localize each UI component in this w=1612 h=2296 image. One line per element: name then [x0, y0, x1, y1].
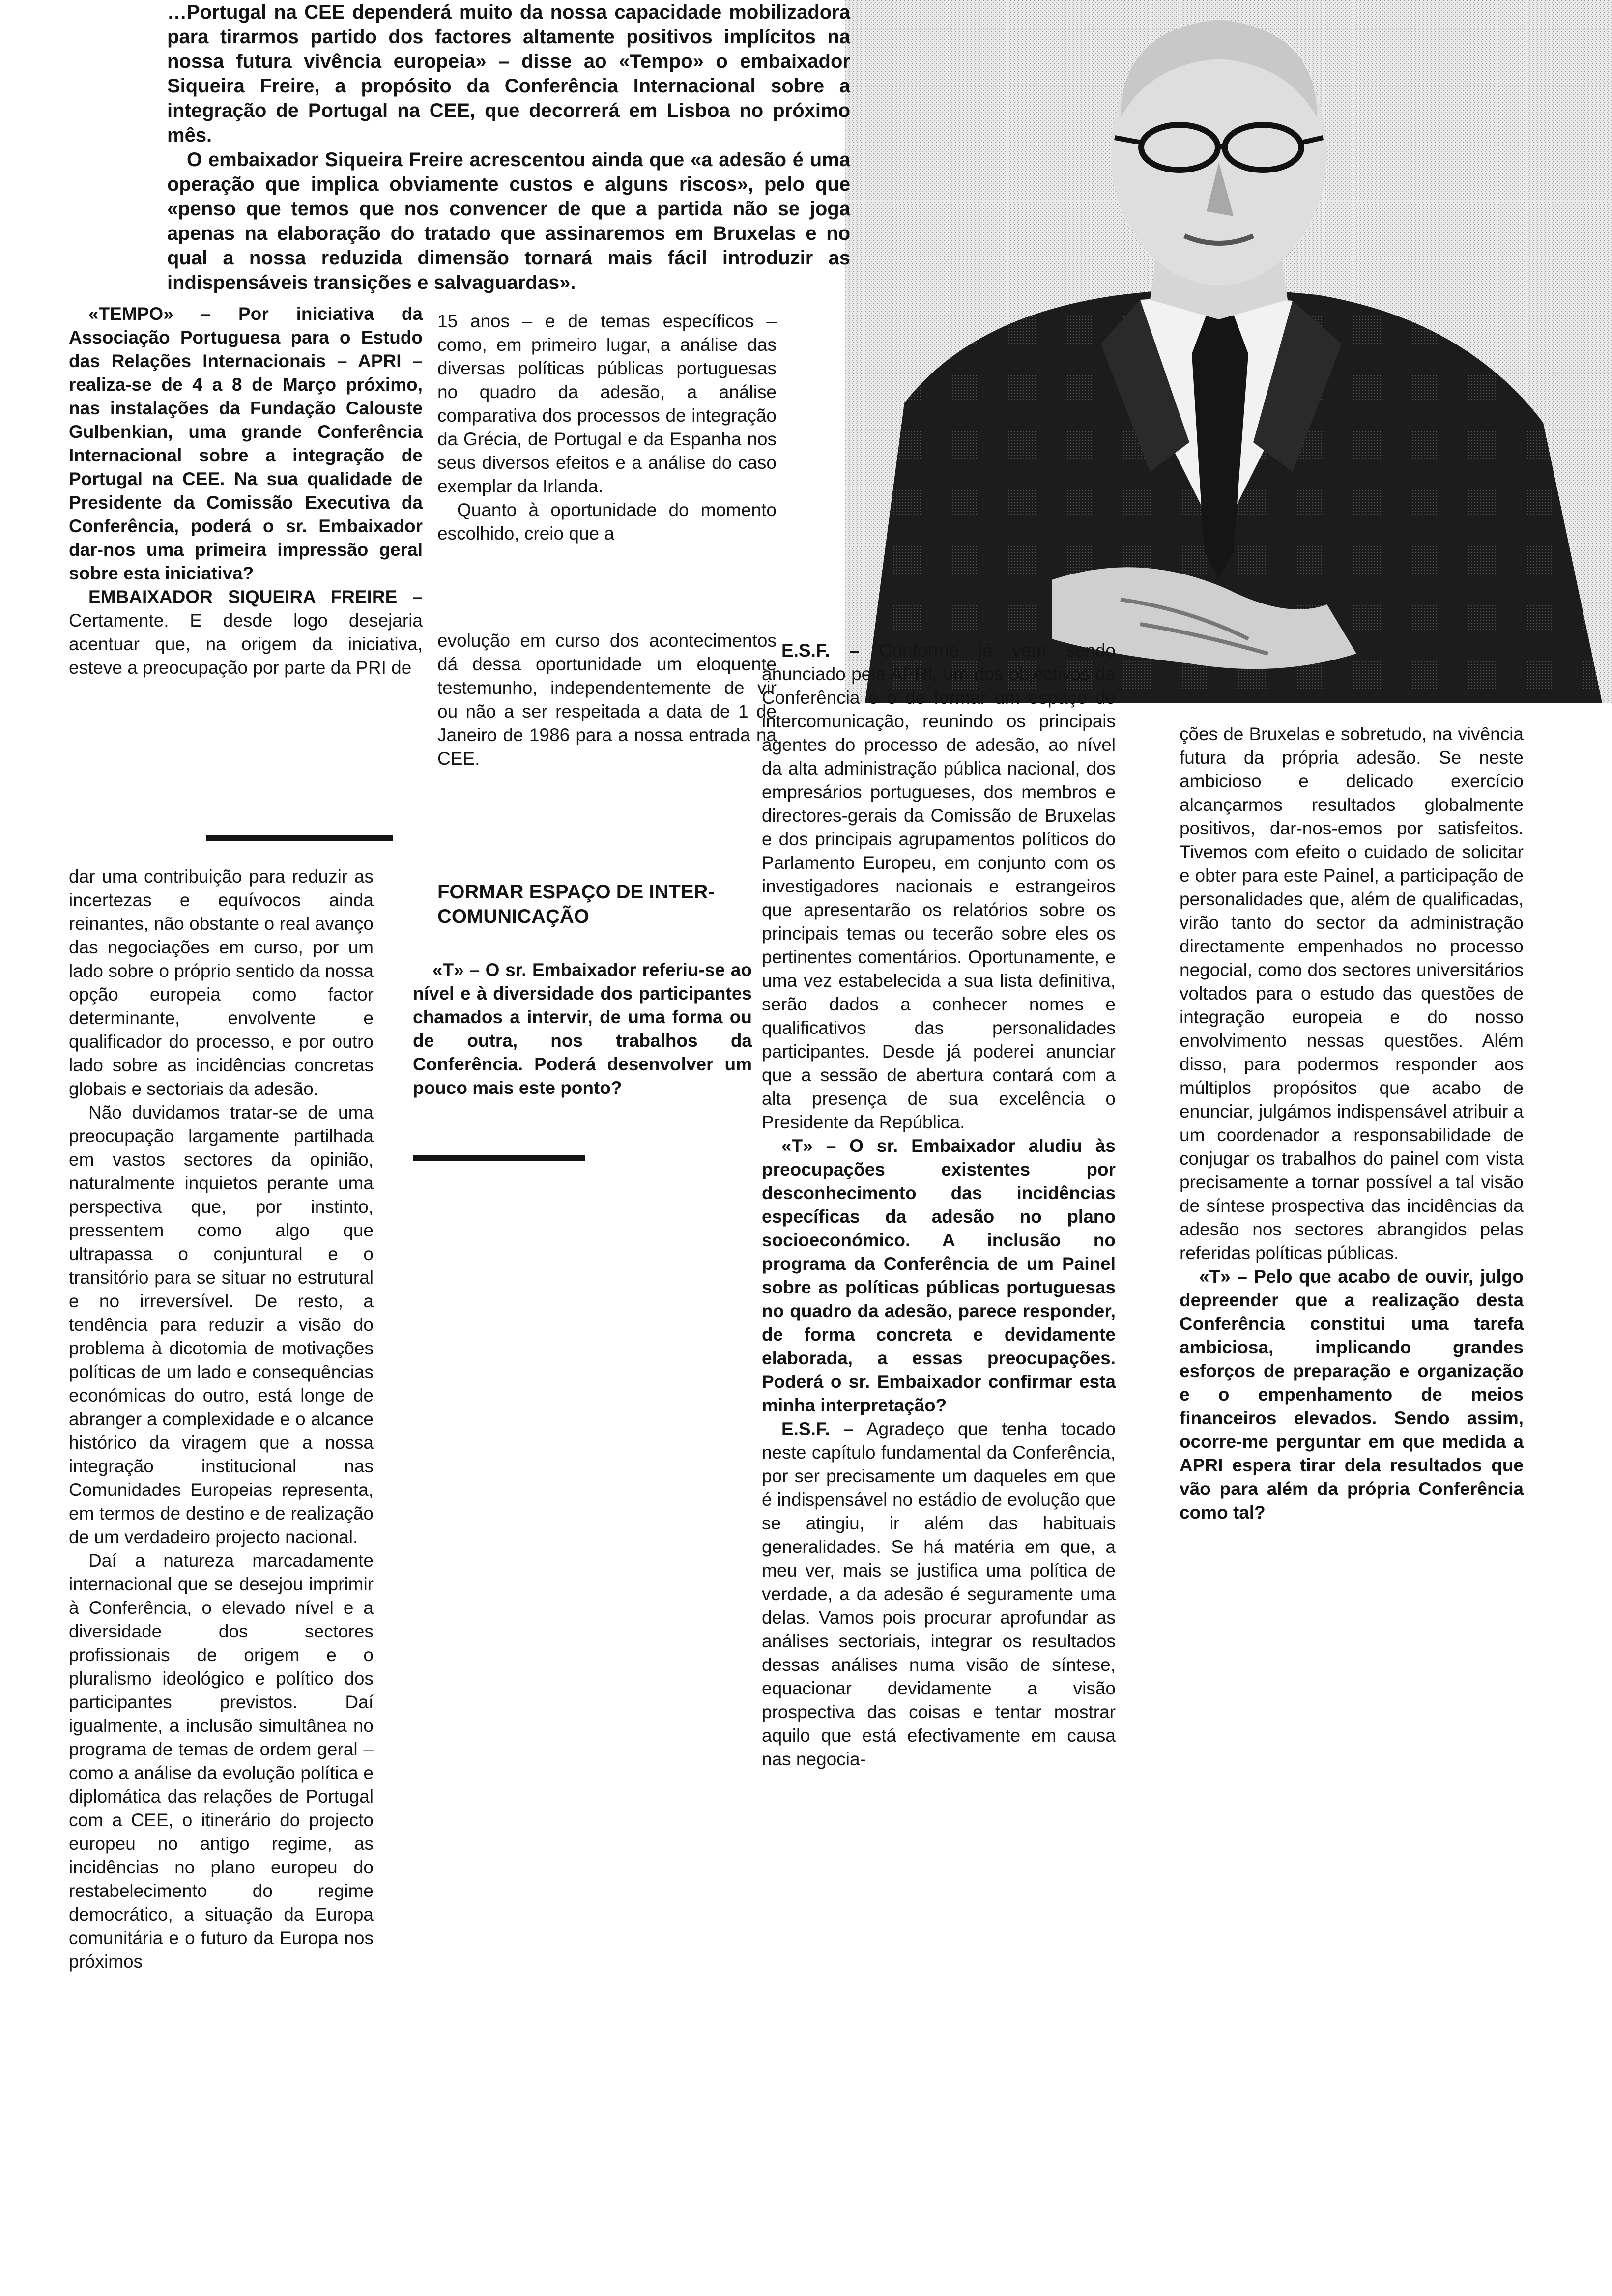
interview-answer-3 — [762, 1417, 1116, 1771]
column-1-continued — [69, 865, 374, 1974]
answer-speaker: E.S.F. – — [781, 640, 860, 660]
paragraph: Quanto à oportunidade do momento escolhido, creio que a — [437, 500, 777, 544]
column-1 — [69, 302, 423, 680]
interview-question-1: «TEMPO» – Por iniciativa da Associação Portuguesa para o Estudo das Relações Internacionais – APRI – realiza-se de 4 a 8 de Março próximo, nas instalações da Fundação Calouste Gulbenkian, uma grande Conferência Internacional sobre a integração de Portugal na CEE. Na sua qualidade de Presidente da Comissão Executiva da Conferência, poderá o sr. Embaixador dar-nos uma primeira impressão geral sobre esta iniciativa? — [69, 304, 423, 583]
paragraph: evolução em curso dos acontecimentos dá dessa oportunidade um eloquente testemunho, independentemente de vir ou não a ser respeitada a data de 1 de Janeiro de 1986 para a nossa entrada na CEE. — [437, 631, 777, 769]
lead-paragraph-2: O embaixador Siqueira Freire acrescentou ainda que «a adesão é uma operação que implica obviamente custos e alguns riscos», pelo que «penso que temos que nos convencer de que a partida não se joga apenas na elaboração do tratado que assinaremos em Bruxelas e no qual a nossa reduzida dimensão tornará mais fácil introduzir as indispensáveis transições e salvaguardas». — [167, 149, 850, 293]
column-2 — [437, 310, 777, 545]
interview-question-2: «T» – O sr. Embaixador referiu-se ao nível e à diversidade dos participantes chamados a intervir, de uma forma ou de outra, nos trabalhos da Conferência. Poderá desenvolver um pouco mais este ponto? — [413, 960, 752, 1098]
column-4 — [1180, 722, 1524, 1524]
column-3 — [762, 639, 1116, 1771]
column-2-question — [413, 958, 752, 1100]
paragraph: Não duvidamos tratar-se de uma preocupação largamente partilhada em vastos sectores da opinião, naturalmente inquietos perante uma perspectiva que, por instinto, pressentem como algo que ultrapassa o conjuntural e o transitório para se situar no estrutural e no irreversível. De resto, a tendência para reduzir a visão do problema à dicotomia de motivações políticas de um lado e consequências económicas do outro, está longe de abranger a complexidade e o alcance histórico da viragem que a nossa integração institucional nas Comunidades Europeias representa, em termos de destino e de realização de um verdadeiro projecto nacional. — [69, 1102, 374, 1547]
interview-answer-2 — [762, 639, 1116, 1134]
answer-text: Certamente. E desde logo desejaria acentuar que, na origem da iniciativa, esteve a preocupação por parte da PRI de — [69, 610, 423, 678]
lead-paragraph-1: …Portugal na CEE dependerá muito da nossa capacidade mobilizadora para tirarmos partido dos factores altamente positivos implícitos na nossa futura vivência europeia» – disse ao «Tempo» o embaixador Siqueira Freire, a propósito da Conferência Internacional sobre a integração de Portugal na CEE, que decorrerá em Lisboa no próximo mês. — [167, 1, 850, 146]
paragraph: dar uma contribuição para reduzir as incertezas e equívocos ainda reinantes, não obstante o real avanço das negociações em curso, por um lado sobre o próprio sentido da nossa opção europeia como factor determinante, envolvente e qualificador do processo, e por outro lado sobre as incidências concretas globais e sectoriais da adesão. — [69, 866, 374, 1099]
paragraph: Daí a natureza marcadamente internacional que se desejou imprimir à Conferência, o elevado nível e a diversidade dos sectores profissionais de origem e o pluralismo ideológico e político dos participantes previstos. Daí igualmente, a inclusão simultânea no programa de temas de ordem geral – como a análise da evolução política e diplomática das relações de Portugal com a CEE, o itinerário do projecto europeu no antigo regime, as incidências no plano europeu do restabelecimento do regime democrático, a situação da Europa comunitária e o futuro da Europa nos próximos — [69, 1550, 374, 1972]
ambassador-photo — [845, 0, 1612, 703]
answer-speaker: EMBAIXADOR SIQUEIRA FREIRE – — [88, 587, 423, 607]
column-rule — [413, 1155, 585, 1161]
paragraph: 15 anos – e de temas específicos – como, em primeiro lugar, a análise das diversas políticas públicas portuguesas no quadro da adesão, a análise comparativa dos processos de integração da Grécia, de Portugal e da Espanha nos seus diversos efeitos e a análise do caso exemplar da Irlanda. — [437, 311, 777, 496]
paragraph: ções de Bruxelas e sobretudo, na vivência futura da própria adesão. Se neste ambicioso e delicado exercício alcançarmos resultados globalmente positivos, dar-nos-emos por satisfeitos. Tivemos com efeito o cuidado de solicitar e obter para este Painel, a participação de personalidades que, além de qualificadas, virão tanto do sector da administração directamente empenhados no processo negocial, como dos sectores universitários voltados para o estudo das questões de integração europeia e do nosso envolvimento nessas questões. Além disso, para podermos responder aos múltiplos propósitos que acabo de enunciar, julgámos indispensável atribuir a um coordenador a responsabilidade de conjugar os trabalhos do painel com vista precisamente a tornar possível a tal visão de síntese prospectiva das incidências da adesão nos sectores abrangidos pelas referidas políticas públicas. — [1180, 724, 1524, 1263]
lead-intro — [167, 0, 850, 295]
answer-speaker: E.S.F. – — [781, 1419, 854, 1439]
column-2-continued — [437, 629, 777, 771]
answer-text: Conforme já vem sendo anunciado pela APRI, um dos objectivos da Conferência é o de formar um espaço de intercomunicação, reunindo os principais agentes do processo de adesão, ao nível da alta administração pública nacional, dos empresários portugueses, dos membros e directores-gerais da Comissão de Bruxelas e dos principais agrupamentos políticos do Parlamento Europeu, em conjunto com os investigadores nacionais e estrangeiros que apresentarão os relatórios sobre os principais temas ou tecerão sobre eles os pertinentes comentários. Oportunamente, e uma vez estabelecida a sua lista definitiva, serão dados a conhecer nomes e qualificativos das personalidades participantes. Desde já poderei anunciar que a sessão de abertura contará com a alta presença de sua excelência o Presidente da República. — [762, 640, 1116, 1132]
column-rule — [206, 835, 393, 841]
interview-answer-1 — [69, 585, 423, 680]
interview-question-4: «T» – Pelo que acabo de ouvir, julgo depreender que a realização desta Conferência constitui uma tarefa ambiciosa, implicando grandes esforços de preparação e organização e o empenhamento de meios financeiros elevados. Sendo assim, ocorre-me perguntar em que medida a APRI espera tirar dela resultados que vão para além da própria Conferência como tal? — [1180, 1266, 1524, 1522]
answer-text: Agradeço que tenha tocado neste capítulo fundamental da Conferência, por ser precisamente um daqueles em que é indispensável no estádio de evolução que se atingiu, ir além das habituais generalidades. Se há matéria em que, a meu ver, mais se justifica uma política de verdade, a da adesão é seguramente uma delas. Vamos pois procurar aprofundar as análises sectoriais, integrar os resultados dessas análises numa visão de síntese, equacionar devidamente a visão prospectiva das coisas e tentar mostrar aquilo que está efectivamente em causa nas negocia- — [762, 1419, 1116, 1769]
section-heading: FORMAR ESPAÇO DE INTER-COMUNICAÇÃO — [437, 881, 715, 927]
interview-question-3: «T» – O sr. Embaixador aludiu às preocupações existentes por desconhecimento das incidências específicas da adesão no plano socioeconómico. A inclusão no programa da Conferência de um Painel sobre as políticas públicas portuguesas no quadro da adesão, parece responder, de forma concreta e devidamente elaborada, a essas preocupações. Poderá o sr. Embaixador confirmar esta minha interpretação? — [762, 1136, 1116, 1415]
